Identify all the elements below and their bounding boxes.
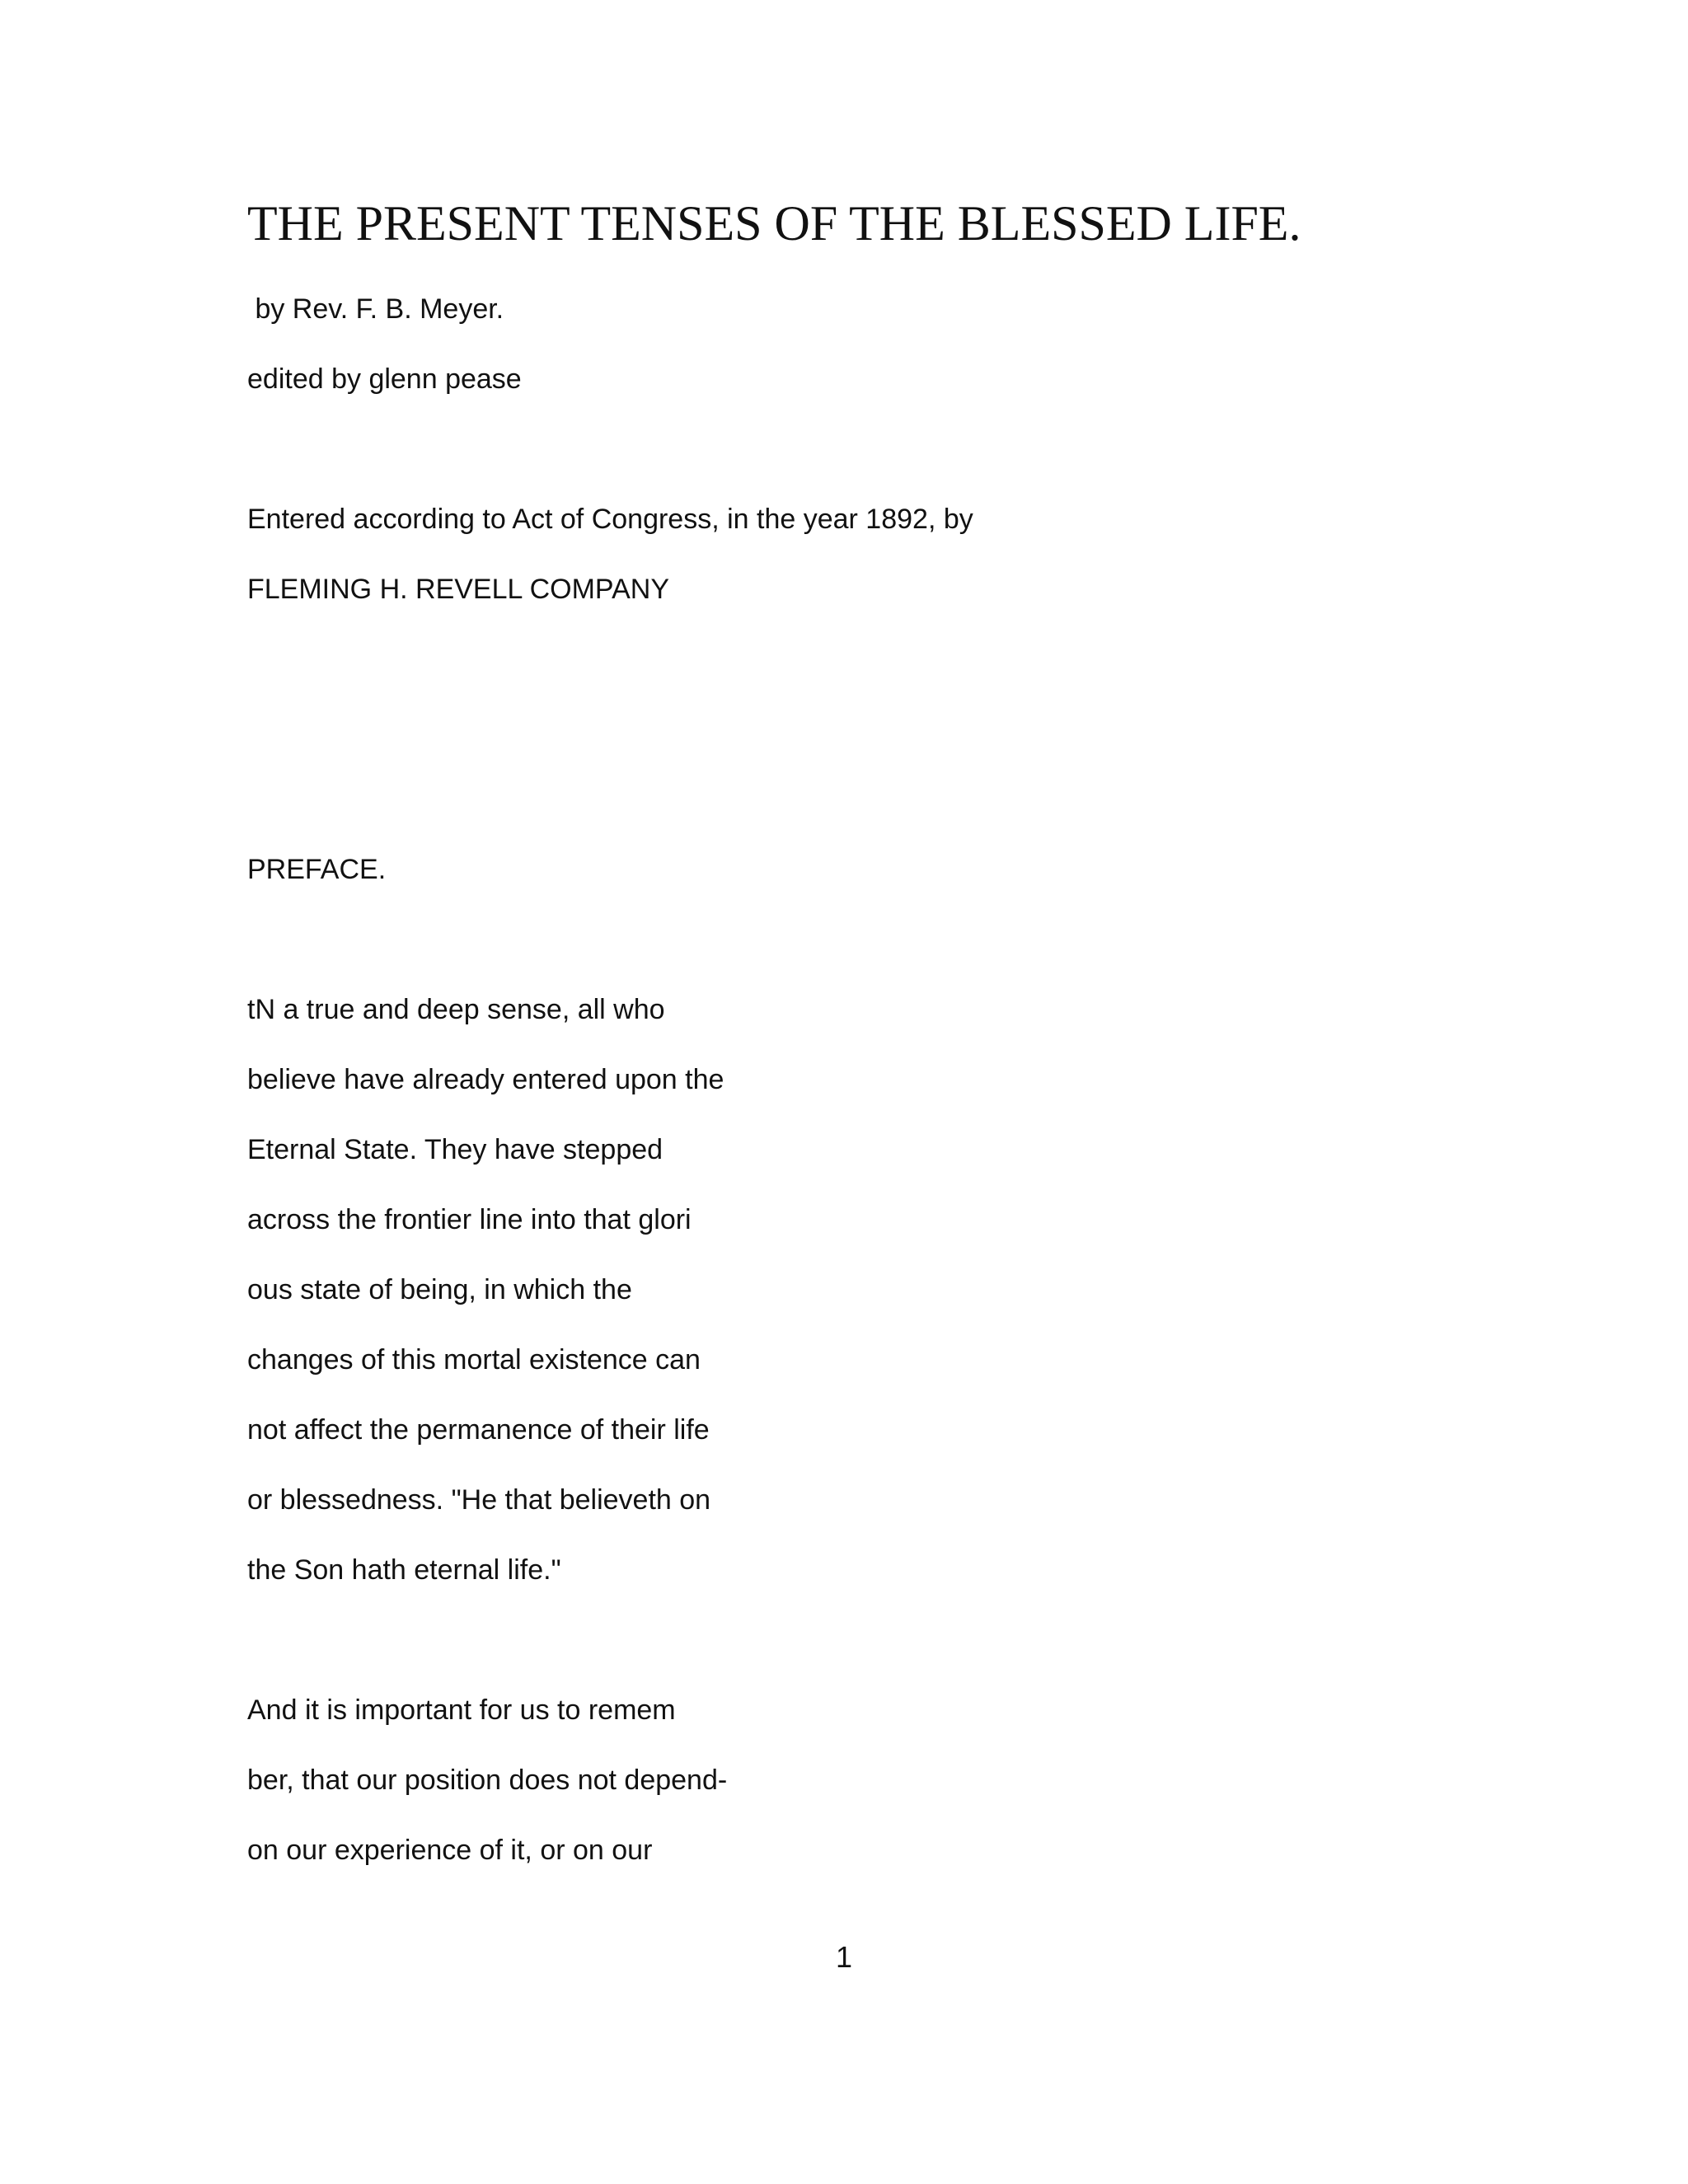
paragraph-line: ber, that our position does not depend- — [247, 1765, 728, 1796]
paragraph-line: across the frontier line into that glori — [247, 1204, 692, 1235]
copyright-line-1: Entered according to Act of Congress, in the year 1892, by — [247, 504, 973, 535]
paragraph-line: or blessedness. "He that believeth on — [247, 1484, 711, 1516]
paragraph-line: tN a true and deep sense, all who — [247, 994, 665, 1025]
paragraph-line: changes of this mortal existence can — [247, 1344, 701, 1376]
editor-line: edited by glenn pease — [247, 363, 522, 395]
author-line: by Rev. F. B. Meyer. — [247, 293, 504, 325]
copyright-line-2: FLEMING H. REVELL COMPANY — [247, 574, 669, 605]
paragraph-line: the Son hath eternal life." — [247, 1554, 561, 1586]
paragraph-line: ous state of being, in which the — [247, 1274, 632, 1305]
section-heading: PREFACE. — [247, 854, 387, 885]
paragraph-line: Eternal State. They have stepped — [247, 1134, 663, 1165]
paragraph-line: not affect the permanence of their life — [247, 1414, 710, 1446]
paragraph-line: believe have already entered upon the — [247, 1064, 724, 1095]
page-number: 1 — [835, 1940, 853, 1974]
paragraph-line: on our experience of it, or on our — [247, 1835, 653, 1866]
document-title: THE PRESENT TENSES OF THE BLESSED LIFE. — [247, 196, 1301, 251]
paragraph-line: And it is important for us to remem — [247, 1694, 676, 1726]
